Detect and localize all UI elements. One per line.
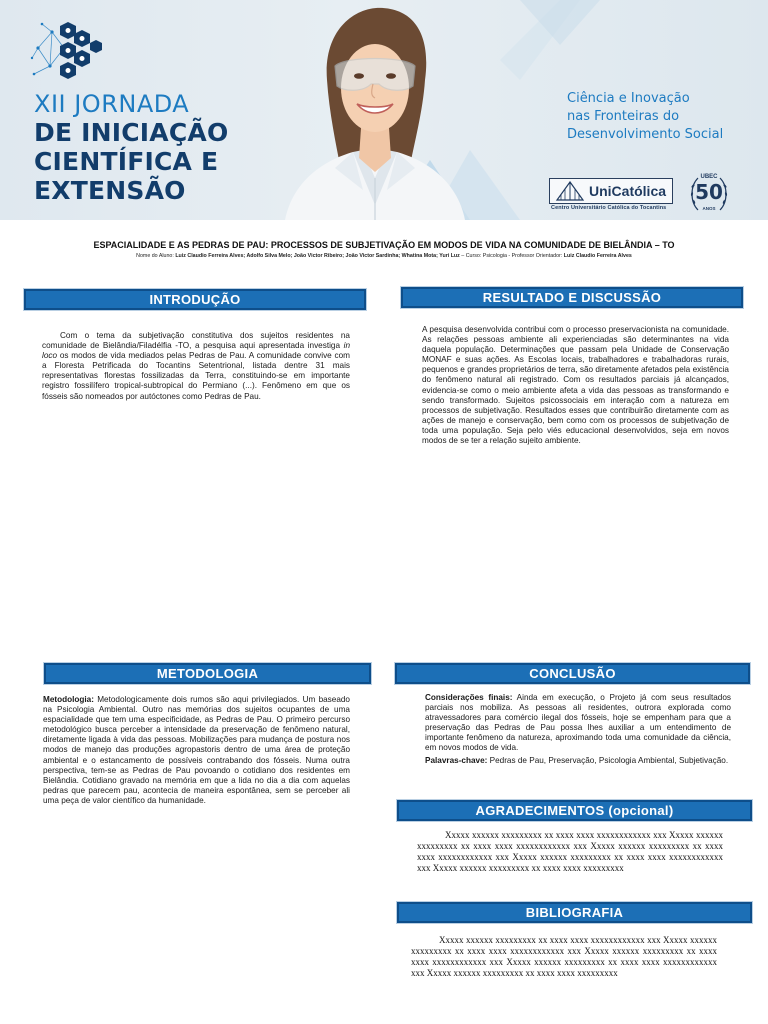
authors-names: Luiz Claudio Ferreira Alves; Adolfo Silva Melo; João Victor Ribeiro; João Victor Sardinha; Whatina Mota; Yuri Luz — [175, 253, 460, 259]
introducao-text-a: Com o tema da subjetivação constitutiva dos sujeitos residentes na comunidade de Bielândia/Filadélfia -TO, a pesquisa aqui apresentada investiga — [42, 331, 350, 351]
palavras-chave-list: Pedras de Pau, Preservação, Psicologia Ambiental, Subjetivação. — [487, 755, 729, 765]
metodologia-paragraph: Metodologicamente dois rumos são aqui privilegiados. Um baseado na Psicologia Ambiental. Outro nas memórias dos sujeitos ocupantes de uma espacialidade que tem uma especificidade, as Pedras de Pau. O primeiro percurso metodológico busca perceber a intensidade da preservação de fenômeno natural, diretamente ligada à vida das pessoas. Mobilizações para mudança de postura nos modos de manejo das produções agropastoris dentro de uma área de proteção ambiental e o estancamento de possíveis contrabando dos fósseis. Numa outra perspectiva, tem-se as Pedras de Pau povoando o cotidiano dos residentes em Bielândia. Cotidiano gravado na memória em que a lida no dia a dia com aquelas pedras que parecem pau, acontecia de maneira espontânea, sem se perceber ali uma peça de valor científico da humanidade. — [43, 695, 350, 805]
introducao-italic: in loco — [42, 341, 350, 361]
consideracoes-paragraph: Ainda em execução, o Projeto já com seus resultados parciais nos mobiliza. As pessoas ali residentes, outrora explorada como atravessadores para comércio ilegal dos fósseis, hoje se empenham para que a preservação das Pedras de Pau possa lhes auxiliar a um entendimento de importante fenômeno da natureza, aproximando toda uma comunidade da ciência, em novos modos de vida. — [425, 693, 731, 753]
introducao-text-b: os modos de vida mediados pelas Pedras de Pau. A comunidade convive com a Floresta Petrificada do Tocantins Setentrional, listada dentre 31 mais representativas florestas fossilizadas da Terra, constituindo-se em importante registro fossilífero tropical-subtropical do Permiano (...). Fenômeno em que os fósseis são nomeados por autóctones como Pedras de Pau. — [42, 351, 350, 401]
palavras-chave-label: Palavras-chave: — [425, 755, 488, 765]
event-title-line: CIENTÍFICA E — [34, 147, 219, 176]
agradecimentos-heading: AGRADECIMENTOS (opcional) — [397, 800, 752, 821]
event-tagline — [567, 90, 723, 144]
metodologia-label: Metodologia: — [43, 695, 94, 704]
advisor-name: Luiz Claudio Ferreira Alves — [563, 253, 632, 259]
poster-authors — [0, 253, 768, 259]
university-name: UniCatólica — [589, 183, 667, 199]
ubec-number: 50 — [695, 180, 723, 204]
consideracoes-label: Considerações finais: — [425, 693, 513, 702]
event-title-line: EXTENSÃO — [34, 176, 186, 205]
ubec-50-anos-badge — [686, 170, 732, 216]
ubec-label: UBEC — [700, 174, 718, 180]
resultado-text — [422, 325, 729, 448]
tagline-line: Ciência e Inovação — [567, 91, 690, 106]
bibliografia-paragraph: Xxxxx xxxxxx xxxxxxxxx xx xxxx xxxx xxxxxxxxxxxx xxx Xxxxx xxxxxx xxxxxxxxx xx xxxx xxxx xxxxxxxxxxxx xxx Xxxxx xxxxxx xxxxxxxxx xx xxxx xxxx xxxxxxxxxxxx xxx Xxxxx xxxxxx xxxxxxxxx xx xxxx xxxx xxxxxxxxxxxx xxx Xxxxx xxxxxx xxxxxxxxx xx xxxx xxxx xxxxxxxxx — [411, 935, 717, 978]
scientist-photo — [275, 0, 475, 220]
metodologia-heading: METODOLOGIA — [44, 663, 371, 684]
authors-prefix: Nome do Aluno: — [136, 253, 176, 259]
event-title-line: DE INICIAÇÃO — [34, 118, 229, 147]
event-banner — [0, 0, 768, 220]
conclusao-heading: CONCLUSÃO — [395, 663, 750, 684]
resultado-heading: RESULTADO E DISCUSSÃO — [401, 287, 743, 308]
introducao-text — [42, 331, 350, 404]
metodologia-text — [43, 695, 350, 808]
agradecimentos-text — [417, 830, 723, 874]
resultado-paragraph: A pesquisa desenvolvida contribui com o processo preservacionista na comunidade. As relações pessoas ambiente ali experienciadas são determinantes na vida daquela população. Determinações que passam pela Unidade de Conservação MONAF e suas ações. As Escolas locais, trabalhadores e trabalhadoras rurais, pequenos e grandes proprietários de terra, são diretamente afetados pela existência do fenômeno natural ali registrado. Com os resultados parciais já alcançados, evidencia-se como o meio ambiente afeta a vida das pessoas as transformando e sendo transformado. Sujeitos psicossociais em interação com a natureza em processos de subjetivação. Resultados esses que contribuirão diretamente com as ações de manejo e conservação, bem como com os processos de subjetivação de toda uma população. Seja pelo viés educacional desenvolvidos, seja em novos modos de se ter a relação sujeito ambiente. — [422, 325, 729, 446]
ubec-sub: ANOS — [702, 206, 716, 211]
conclusao-text — [425, 693, 731, 768]
church-icon — [555, 181, 585, 201]
tagline-line: nas Fronteiras do — [567, 109, 680, 124]
tagline-line: Desenvolvimento Social — [567, 127, 724, 142]
event-edition: XII JORNADA — [34, 90, 190, 118]
bibliografia-heading: BIBLIOGRAFIA — [397, 902, 752, 923]
bibliografia-text — [411, 935, 717, 979]
unicatolica-logo — [549, 178, 673, 214]
introducao-heading: INTRODUÇÃO — [24, 289, 366, 310]
university-subtitle: Centro Universitário Católica do Tocantins — [551, 205, 667, 211]
molecule-network-icon — [30, 18, 104, 84]
agradecimentos-paragraph: Xxxxx xxxxxx xxxxxxxxx xx xxxx xxxx xxxxxxxxxxxx xxx Xxxxx xxxxxx xxxxxxxxx xx xxxx xxxx xxxxxxxxxxxx xxx Xxxxx xxxxxx xxxxxxxxx xx xxxx xxxx xxxxxxxxxxxx xxx Xxxxx xxxxxx xxxxxxxxx xx xxxx xxxx xxxxxxxxxxxx xxx Xxxxx xxxxxx xxxxxxxxx xx xxxx xxxx xxxxxxxxx — [417, 830, 723, 873]
poster-title: ESPACIALIDADE E AS PEDRAS DE PAU: PROCESSOS DE SUBJETIVAÇÃO EM MODOS DE VIDA NA COMUNIDADE DE BIELÂNDIA – TO — [93, 240, 675, 250]
course-advisor-label: – Curso: Psicologia - Professor Orientador: — [459, 253, 564, 259]
